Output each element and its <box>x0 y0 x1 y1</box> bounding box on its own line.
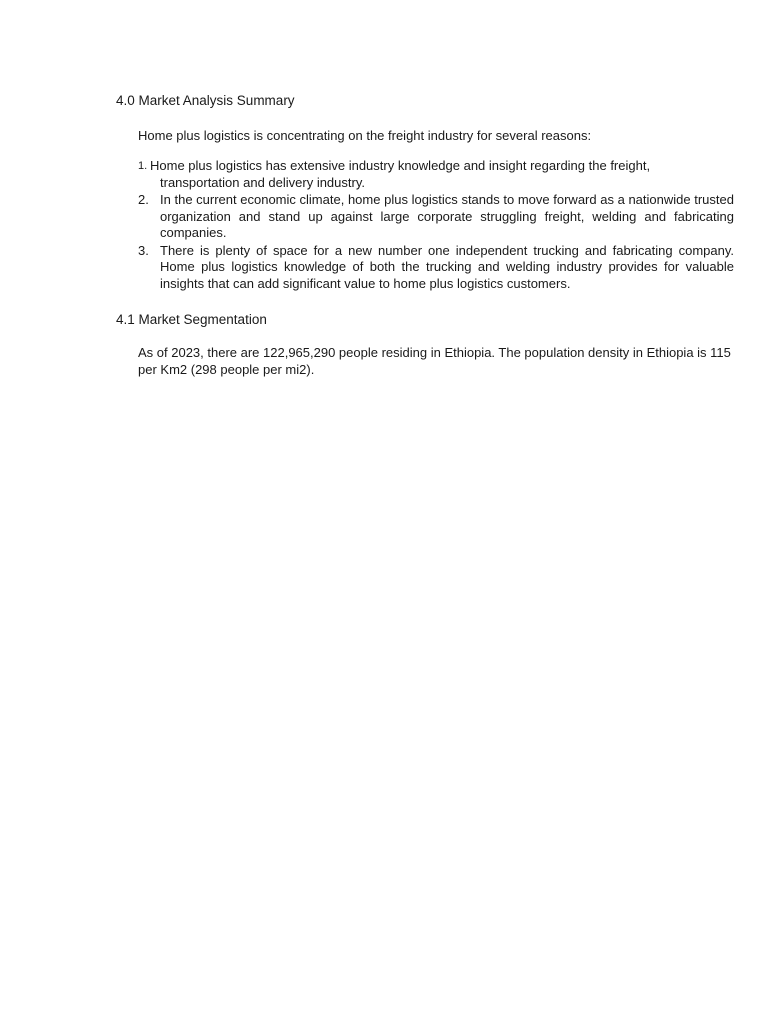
market-analysis-intro: Home plus logistics is concentrating on the freight industry for several reasons: <box>138 128 592 143</box>
list-item-text: In the current economic climate, home plus logistics stands to move forward as a nationwide trusted organization and stand up against large corporate struggling freight, welding and fabricating companies. <box>160 192 734 240</box>
list-number: 3. <box>138 242 149 258</box>
section-heading-market-analysis: 4.0 Market Analysis Summary <box>116 93 295 108</box>
market-segmentation-body: As of 2023, there are 122,965,290 people residing in Ethiopia. The population density in Ethiopia is 115 per Km2 (298 people per mi2). <box>138 345 731 377</box>
list-item-text-continued: transportation and delivery industry. <box>160 174 365 190</box>
section-heading-market-segmentation: 4.1 Market Segmentation <box>116 312 267 327</box>
reasons-list <box>138 158 734 293</box>
list-item-text: Home plus logistics has extensive industry knowledge and insight regarding the freight, <box>150 158 651 173</box>
list-item <box>138 158 734 191</box>
list-number: 1. <box>138 160 148 172</box>
list-item <box>138 243 734 293</box>
list-item-text: There is plenty of space for a new number one independent trucking and fabricating company. Home plus logistics knowledge of both the trucking and welding industry provides for valuable insights that can add significant value to home plus logistics customers. <box>160 242 734 291</box>
list-number: 2. <box>138 192 149 207</box>
list-item <box>138 192 734 242</box>
